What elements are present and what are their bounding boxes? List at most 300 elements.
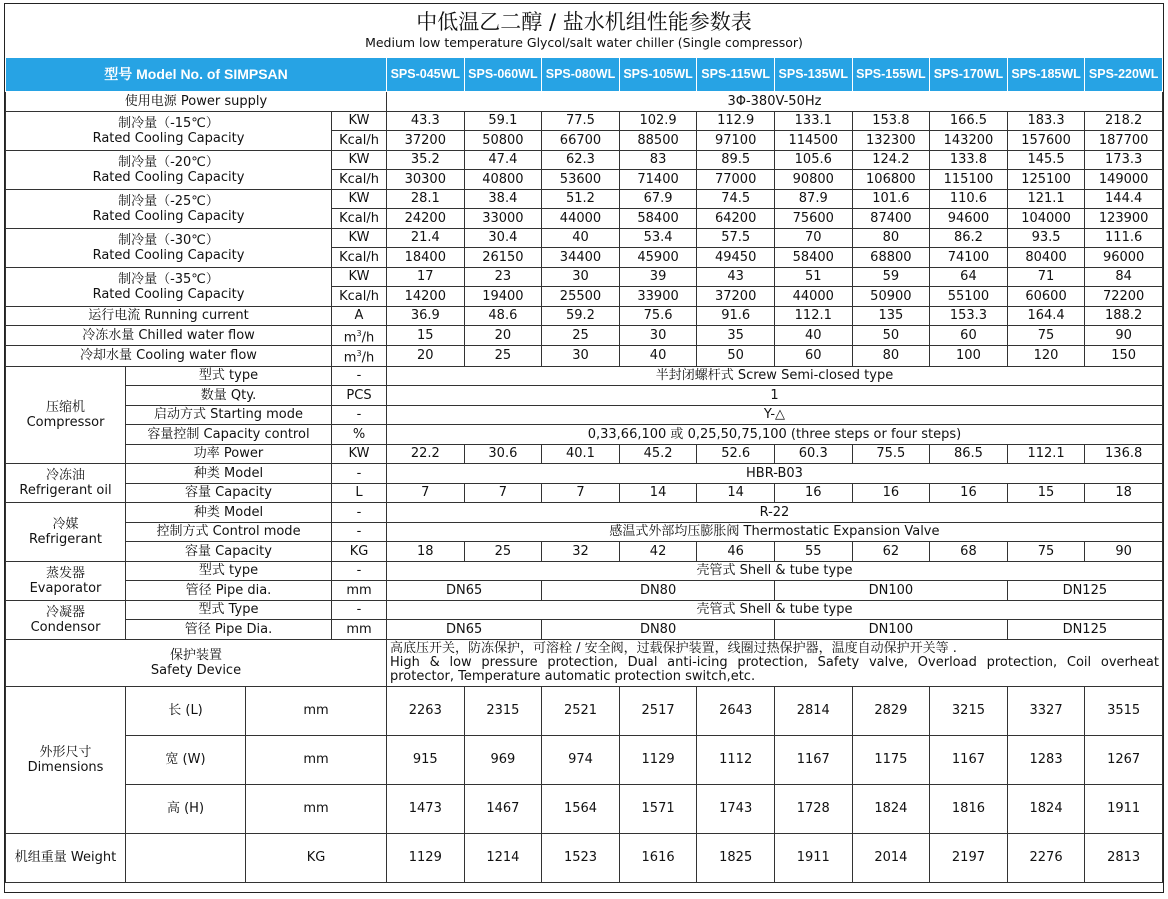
value-cell: 68 — [930, 542, 1008, 562]
cooling-capacity-label — [6, 111, 332, 150]
value-cell: 86.2 — [930, 228, 1008, 248]
unit-cell: PCS — [332, 386, 387, 406]
value-cell: 52.6 — [697, 444, 775, 464]
value-cell: 57.5 — [697, 228, 775, 248]
unit-cell: Kcal/h — [332, 248, 387, 268]
value-cell: 1129 — [619, 735, 697, 784]
table-row — [6, 735, 1163, 784]
model-header-label: 型号 Model No. of SIMPSAN — [6, 58, 387, 92]
label-cn: 冷媒 — [52, 516, 79, 532]
model-name: SPS-080WL — [542, 58, 620, 92]
value-cell: 71400 — [619, 170, 697, 190]
label-cn: 保护装置 — [169, 647, 222, 663]
value-cell: 49450 — [697, 248, 775, 268]
table-row — [6, 326, 1163, 346]
model-name: SPS-135WL — [774, 58, 852, 92]
value-cell: 1467 — [464, 784, 542, 833]
value-cell: 77.5 — [542, 111, 620, 131]
label-en: Rated Cooling Capacity — [92, 208, 245, 224]
value-cell: 39 — [619, 267, 697, 287]
spec-sheet — [4, 3, 1164, 893]
value-cell: 1911 — [774, 833, 852, 882]
value-cell: 14 — [697, 483, 775, 503]
value-cell: 153.8 — [852, 111, 930, 131]
value-cell: 2197 — [930, 833, 1008, 882]
value-cell: 87400 — [852, 209, 930, 229]
row-label: 管径 Pipe dia. — [126, 581, 332, 601]
value-cell: 89.5 — [697, 150, 775, 170]
value-cell: 33900 — [619, 287, 697, 307]
value-cell: 37200 — [697, 287, 775, 307]
unit-cell: - — [332, 522, 387, 542]
value-cell: 974 — [542, 735, 620, 784]
value-cell: 1167 — [930, 735, 1008, 784]
spec-table — [5, 57, 1163, 883]
label-en: Rated Cooling Capacity — [92, 130, 245, 146]
value-cell: 14200 — [387, 287, 465, 307]
safety-line-en-2: protector, Temperature automatic protection switch,etc. — [390, 668, 756, 684]
value-cell: 62 — [852, 542, 930, 562]
span-value: 1 — [387, 386, 1163, 406]
value-cell: 40 — [542, 228, 620, 248]
value-cell: 67.9 — [619, 189, 697, 209]
unit-cell: KW — [332, 189, 387, 209]
value-cell: 1129 — [387, 833, 465, 882]
value-cell: 70 — [774, 228, 852, 248]
unit-cell: KG — [246, 833, 387, 882]
unit-cell: Kcal/h — [332, 131, 387, 151]
safety-line-cn: 高底压开关，防冻保护，可溶栓 / 安全阀，过载保护装置，线圈过热保护器，温度自动保护开关等 . — [390, 640, 957, 656]
page-title: 中低温乙二醇 / 盐水机组性能参数表 — [416, 10, 752, 34]
value-cell: 53.4 — [619, 228, 697, 248]
value-cell: 157600 — [1007, 131, 1085, 151]
table-row — [6, 425, 1163, 445]
model-name: SPS-170WL — [930, 58, 1008, 92]
value-cell: 50900 — [852, 287, 930, 307]
value-cell: 30.4 — [464, 228, 542, 248]
value-cell: 47.4 — [464, 150, 542, 170]
value-cell: 105.6 — [774, 150, 852, 170]
value-cell: 75.5 — [852, 444, 930, 464]
table-row — [6, 58, 1163, 92]
value-cell: 23 — [464, 267, 542, 287]
value-cell: 30 — [542, 267, 620, 287]
value-cell: 87.9 — [774, 189, 852, 209]
value-cell: 55 — [774, 542, 852, 562]
value-cell: 2521 — [542, 686, 620, 735]
value-cell: 1571 — [619, 784, 697, 833]
oil-group-label — [6, 464, 126, 503]
value-cell: 188.2 — [1085, 306, 1163, 326]
row-label: 功率 Power — [126, 444, 332, 464]
value-cell: 18 — [387, 542, 465, 562]
label-cn: 冷冻油 — [45, 468, 85, 484]
cooling-capacity-label — [6, 189, 332, 228]
value-cell: 111.6 — [1085, 228, 1163, 248]
value-cell: 149000 — [1085, 170, 1163, 190]
value-cell: 2829 — [852, 686, 930, 735]
value-cell: 60 — [930, 326, 1008, 346]
value-cell: 88500 — [619, 131, 697, 151]
model-name: SPS-045WL — [387, 58, 465, 92]
pipe-value: DN80 — [542, 620, 775, 640]
dimension-label: 高 (H) — [126, 784, 246, 833]
value-cell: 2014 — [852, 833, 930, 882]
value-cell: 1564 — [542, 784, 620, 833]
cooling-capacity-label — [6, 228, 332, 267]
value-cell: 80 — [852, 346, 930, 366]
value-cell: 2814 — [774, 686, 852, 735]
value-cell: 100 — [930, 346, 1008, 366]
value-cell: 153.3 — [930, 306, 1008, 326]
label-en: Evaporator — [29, 580, 102, 596]
unit-cell: KW — [332, 111, 387, 131]
label-cn: 压缩机 — [45, 399, 85, 415]
cooling-capacity-label — [6, 150, 332, 189]
value-cell: 187700 — [1085, 131, 1163, 151]
value-cell: 173.3 — [1085, 150, 1163, 170]
unit-cell: - — [332, 600, 387, 620]
value-cell: 30300 — [387, 170, 465, 190]
table-row — [6, 503, 1163, 523]
unit-cell: - — [332, 405, 387, 425]
value-cell: 60600 — [1007, 287, 1085, 307]
value-cell: 19400 — [464, 287, 542, 307]
value-cell: 114500 — [774, 131, 852, 151]
value-cell: 32 — [542, 542, 620, 562]
value-cell: 45900 — [619, 248, 697, 268]
value-cell: 183.3 — [1007, 111, 1085, 131]
pipe-value: DN100 — [774, 581, 1007, 601]
value-cell: 16 — [774, 483, 852, 503]
value-cell: 75600 — [774, 209, 852, 229]
value-cell: 106800 — [852, 170, 930, 190]
value-cell: 35.2 — [387, 150, 465, 170]
value-cell: 53600 — [542, 170, 620, 190]
value-cell: 2276 — [1007, 833, 1085, 882]
value-cell: 51.2 — [542, 189, 620, 209]
value-cell: 112.1 — [1007, 444, 1085, 464]
value-cell: 1112 — [697, 735, 775, 784]
label-cn: 蒸发器 — [45, 565, 85, 581]
table-row — [6, 686, 1163, 735]
unit-cell: KG — [332, 542, 387, 562]
label-cn: 制冷量（-35℃） — [118, 271, 219, 287]
unit-cell: Kcal/h — [332, 287, 387, 307]
table-row — [6, 189, 1163, 209]
pipe-value: DN125 — [1007, 581, 1162, 601]
table-row — [6, 833, 1163, 882]
model-name: SPS-105WL — [619, 58, 697, 92]
value-cell: 90800 — [774, 170, 852, 190]
value-cell: 96000 — [1085, 248, 1163, 268]
span-value: 感温式外部均压膨胀阀 Thermostatic Expansion Valve — [387, 522, 1163, 542]
value-cell: 50800 — [464, 131, 542, 151]
value-cell: 90 — [1085, 326, 1163, 346]
evaporator-group-label — [6, 561, 126, 600]
value-cell: 62.3 — [542, 150, 620, 170]
value-cell: 68800 — [852, 248, 930, 268]
value-cell: 36.9 — [387, 306, 465, 326]
value-cell: 104000 — [1007, 209, 1085, 229]
value-cell: 101.6 — [852, 189, 930, 209]
value-cell: 3327 — [1007, 686, 1085, 735]
value-cell: 75.6 — [619, 306, 697, 326]
value-cell: 38.4 — [464, 189, 542, 209]
unit-cell: KW — [332, 267, 387, 287]
value-cell: 135 — [852, 306, 930, 326]
value-cell: 28.1 — [387, 189, 465, 209]
safety-device-label — [6, 639, 387, 686]
value-cell: 125100 — [1007, 170, 1085, 190]
model-name: SPS-115WL — [697, 58, 775, 92]
value-cell: 21.4 — [387, 228, 465, 248]
value-cell: 124.2 — [852, 150, 930, 170]
value-cell: 60 — [774, 346, 852, 366]
value-cell: 25 — [542, 326, 620, 346]
label-en: Rated Cooling Capacity — [92, 247, 245, 263]
value-cell: 84 — [1085, 267, 1163, 287]
span-value: Y-△ — [387, 405, 1163, 425]
table-row — [6, 542, 1163, 562]
value-cell: 59.1 — [464, 111, 542, 131]
value-cell: 218.2 — [1085, 111, 1163, 131]
value-cell: 20 — [387, 346, 465, 366]
unit-sup: 3 — [356, 329, 362, 338]
value-cell: 102.9 — [619, 111, 697, 131]
unit-cell: - — [332, 464, 387, 484]
value-cell: 166.5 — [930, 111, 1008, 131]
unit-cell: mm — [332, 581, 387, 601]
value-cell: 112.1 — [774, 306, 852, 326]
unit-cell — [332, 346, 387, 366]
value-cell: 35 — [697, 326, 775, 346]
table-row — [6, 366, 1163, 386]
row-label: 启动方式 Starting mode — [126, 405, 332, 425]
compressor-group-label — [6, 366, 126, 464]
value-cell: 1824 — [852, 784, 930, 833]
value-cell: 58400 — [774, 248, 852, 268]
row-label: 型式 Type — [126, 600, 332, 620]
value-cell: 1473 — [387, 784, 465, 833]
page-subtitle: Medium low temperature Glycol/salt water chiller (Single compressor) — [365, 35, 803, 50]
label-en: Condensor — [30, 619, 101, 635]
table-row — [6, 464, 1163, 484]
value-cell: 40 — [619, 346, 697, 366]
value-cell: 86.5 — [930, 444, 1008, 464]
row-label: 容量 Capacity — [126, 483, 332, 503]
value-cell: 90 — [1085, 542, 1163, 562]
value-cell: 44000 — [542, 209, 620, 229]
value-cell: 24200 — [387, 209, 465, 229]
span-value: R-22 — [387, 503, 1163, 523]
unit-cell: L — [332, 483, 387, 503]
value-cell: 77000 — [697, 170, 775, 190]
value-cell: 48.6 — [464, 306, 542, 326]
label-en: Compressor — [26, 414, 105, 430]
value-cell: 72200 — [1085, 287, 1163, 307]
value-cell: 1267 — [1085, 735, 1163, 784]
unit-cell: Kcal/h — [332, 209, 387, 229]
dimensions-group-label — [6, 686, 126, 833]
value-cell: 1825 — [697, 833, 775, 882]
value-cell: 17 — [387, 267, 465, 287]
dimension-label: 长 (L) — [126, 686, 246, 735]
value-cell: 3215 — [930, 686, 1008, 735]
value-cell: 115100 — [930, 170, 1008, 190]
value-cell: 915 — [387, 735, 465, 784]
value-cell: 58400 — [619, 209, 697, 229]
model-name: SPS-155WL — [852, 58, 930, 92]
row-label: 容量 Capacity — [126, 542, 332, 562]
unit-cell: mm — [246, 784, 387, 833]
dimension-label: 宽 (W) — [126, 735, 246, 784]
value-cell: 80 — [852, 228, 930, 248]
value-cell: 30 — [542, 346, 620, 366]
value-cell: 143200 — [930, 131, 1008, 151]
sheet-header — [5, 4, 1163, 56]
value-cell: 75 — [1007, 542, 1085, 562]
value-cell: 1743 — [697, 784, 775, 833]
value-cell: 123900 — [1085, 209, 1163, 229]
pipe-value: DN65 — [387, 581, 542, 601]
value-cell: 74.5 — [697, 189, 775, 209]
unit-tail: /h — [361, 330, 375, 346]
value-cell: 75 — [1007, 326, 1085, 346]
table-row — [6, 150, 1163, 170]
value-cell: 64 — [930, 267, 1008, 287]
table-row — [6, 111, 1163, 131]
label-en: Refrigerant — [29, 531, 102, 547]
value-cell: 42 — [619, 542, 697, 562]
value-cell: 26150 — [464, 248, 542, 268]
unit-cell: mm — [332, 620, 387, 640]
label-cn: 制冷量（-15℃） — [118, 115, 219, 131]
row-label: 型式 type — [126, 366, 332, 386]
table-row — [6, 483, 1163, 503]
value-cell: 20 — [464, 326, 542, 346]
unit-cell: mm — [246, 735, 387, 784]
safety-line-en-1: High & low pressure protection, Dual anti-icing protection, Safety valve, Overload protection, Coil overheat — [390, 654, 1159, 670]
value-cell: 60.3 — [774, 444, 852, 464]
value-cell: 164.4 — [1007, 306, 1085, 326]
value-cell: 59.2 — [542, 306, 620, 326]
unit-cell — [332, 326, 387, 346]
value-cell: 16 — [852, 483, 930, 503]
value-cell: 44000 — [774, 287, 852, 307]
value-cell: 2263 — [387, 686, 465, 735]
row-label: 型式 type — [126, 561, 332, 581]
value-cell: 37200 — [387, 131, 465, 151]
unit-cell: KW — [332, 150, 387, 170]
row-label: 容量控制 Capacity control — [126, 425, 332, 445]
cooling-capacity-label — [6, 267, 332, 306]
value-cell: 3515 — [1085, 686, 1163, 735]
value-cell: 132300 — [852, 131, 930, 151]
safety-device-text — [387, 639, 1163, 686]
span-value: HBR-B03 — [387, 464, 1163, 484]
value-cell: 2517 — [619, 686, 697, 735]
value-cell: 40 — [774, 326, 852, 346]
pipe-value: DN65 — [387, 620, 542, 640]
power-supply-label: 使用电源 Power supply — [6, 92, 387, 112]
value-cell: 1167 — [774, 735, 852, 784]
condenser-group-label — [6, 600, 126, 639]
value-cell: 2813 — [1085, 833, 1163, 882]
table-row — [6, 784, 1163, 833]
value-cell: 2315 — [464, 686, 542, 735]
value-cell: 18400 — [387, 248, 465, 268]
running-current-label: 运行电流 Running current — [6, 306, 332, 326]
unit-cell: - — [332, 561, 387, 581]
value-cell: 15 — [387, 326, 465, 346]
unit-base: m — [343, 330, 357, 346]
table-row — [6, 346, 1163, 366]
value-cell: 1214 — [464, 833, 542, 882]
value-cell: 136.8 — [1085, 444, 1163, 464]
weight-spacer — [126, 833, 246, 882]
value-cell: 74100 — [930, 248, 1008, 268]
model-name: SPS-220WL — [1085, 58, 1163, 92]
value-cell: 14 — [619, 483, 697, 503]
value-cell: 30.6 — [464, 444, 542, 464]
value-cell: 43 — [697, 267, 775, 287]
unit-tail: /h — [361, 350, 375, 366]
value-cell: 40800 — [464, 170, 542, 190]
value-cell: 71 — [1007, 267, 1085, 287]
value-cell: 51 — [774, 267, 852, 287]
row-label: 控制方式 Control mode — [126, 522, 332, 542]
value-cell: 1283 — [1007, 735, 1085, 784]
label-cn: 制冷量（-30℃） — [118, 232, 219, 248]
unit-cell: Kcal/h — [332, 170, 387, 190]
label-en: Rated Cooling Capacity — [92, 169, 245, 185]
table-row — [6, 405, 1163, 425]
label-en: Safety Device — [150, 662, 242, 678]
model-name: SPS-185WL — [1007, 58, 1085, 92]
value-cell: 145.5 — [1007, 150, 1085, 170]
value-cell: 7 — [464, 483, 542, 503]
unit-sup: 3 — [356, 349, 362, 359]
table-row — [6, 386, 1163, 406]
span-value: 半封闭螺杆式 Screw Semi-closed type — [387, 366, 1163, 386]
weight-label: 机组重量 Weight — [6, 833, 126, 882]
value-cell: 133.1 — [774, 111, 852, 131]
table-row — [6, 620, 1163, 640]
value-cell: 46 — [697, 542, 775, 562]
cooling-water-label: 冷却水量 Cooling water flow — [6, 346, 332, 366]
value-cell: 34400 — [542, 248, 620, 268]
value-cell: 150 — [1085, 346, 1163, 366]
value-cell: 25 — [464, 542, 542, 562]
value-cell: 7 — [387, 483, 465, 503]
value-cell: 91.6 — [697, 306, 775, 326]
value-cell: 1523 — [542, 833, 620, 882]
table-row — [6, 561, 1163, 581]
value-cell: 1616 — [619, 833, 697, 882]
value-cell: 50 — [852, 326, 930, 346]
value-cell: 7 — [542, 483, 620, 503]
value-cell: 18 — [1085, 483, 1163, 503]
span-value: 壳管式 Shell & tube type — [387, 561, 1163, 581]
value-cell: 969 — [464, 735, 542, 784]
value-cell: 1911 — [1085, 784, 1163, 833]
value-cell: 64200 — [697, 209, 775, 229]
pipe-value: DN125 — [1007, 620, 1162, 640]
value-cell: 66700 — [542, 131, 620, 151]
table-row — [6, 228, 1163, 248]
label-cn: 制冷量（-25℃） — [118, 193, 219, 209]
